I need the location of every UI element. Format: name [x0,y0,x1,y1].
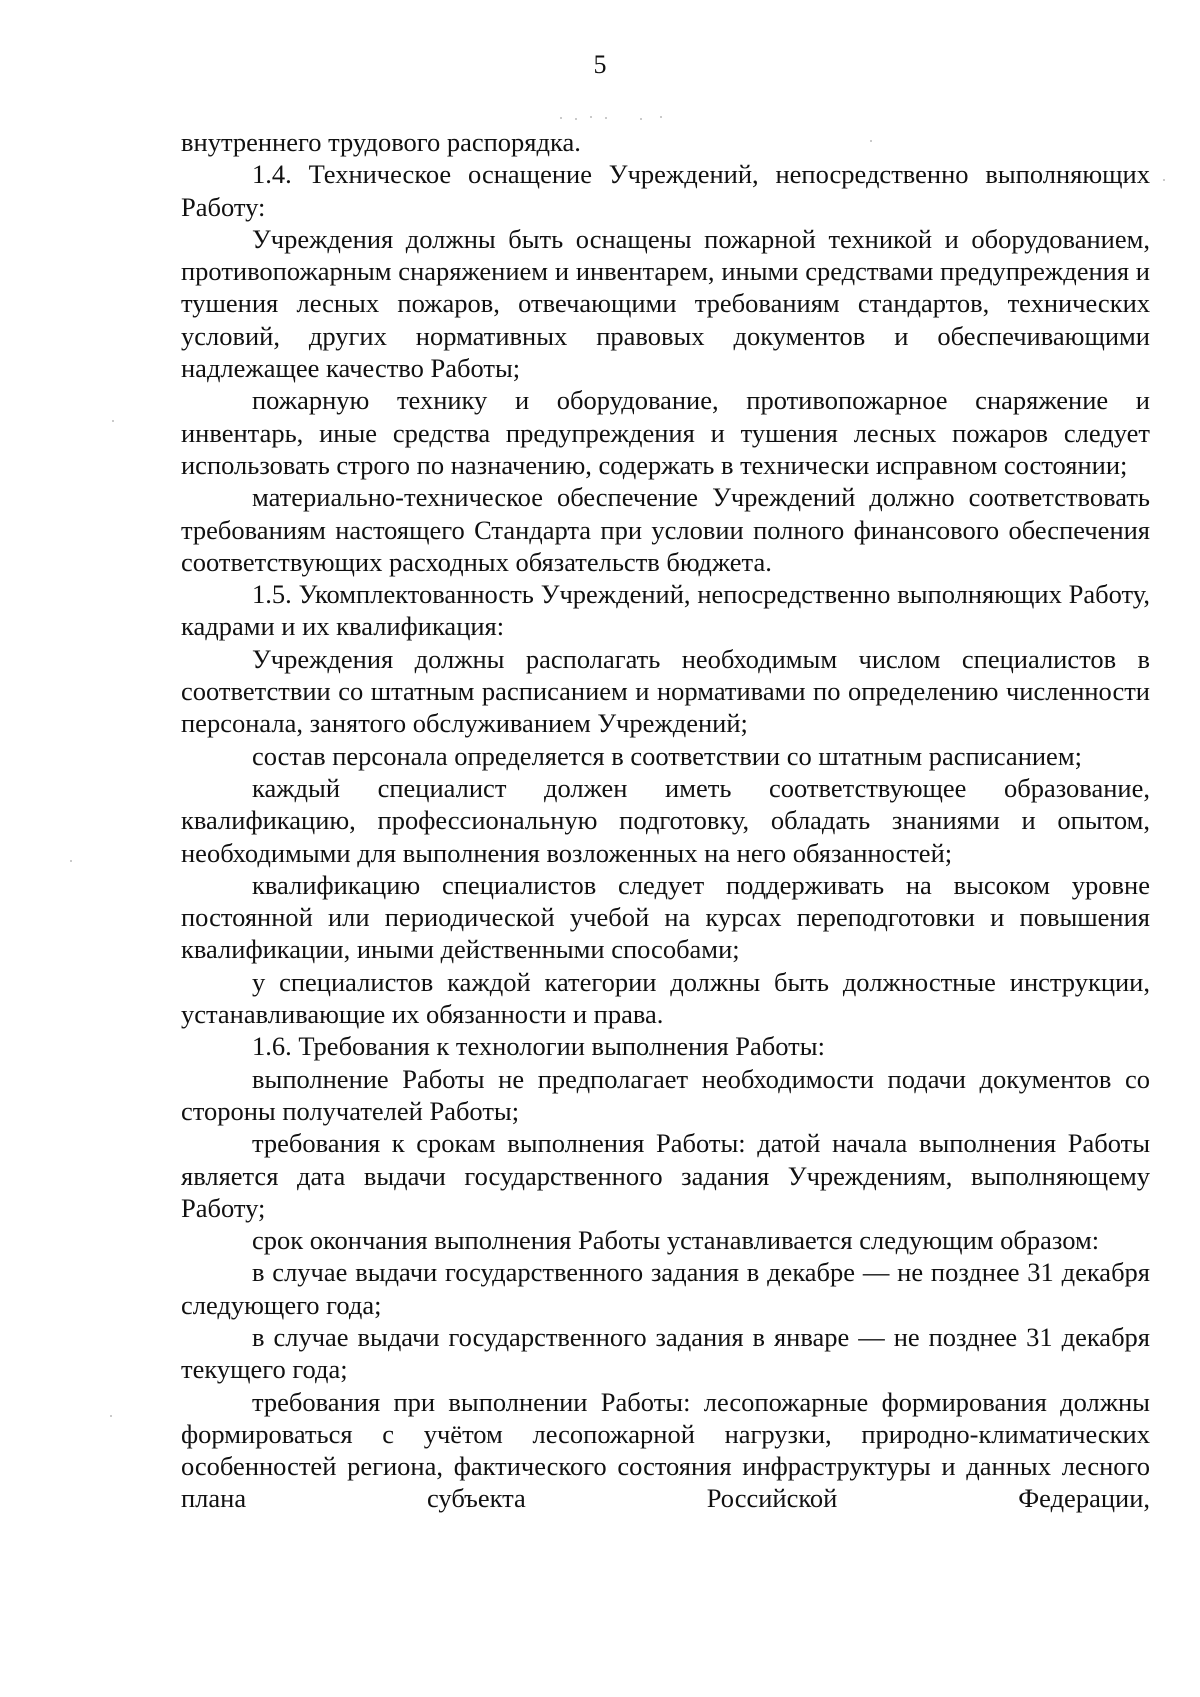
paragraph: Учреждения должны располагать необходимым числом специалистов в соответствии со штатным расписанием и нормативами по определению численности персонала, занятого обслуживанием Учреждений; [181,643,1150,739]
paragraph: состав персонала определяется в соответствии со штатным расписанием; [252,740,1082,771]
scan-speck [560,117,562,119]
paragraph: каждый специалист должен иметь соответствующее образование, квалификацию, профессиональную подготовку, обладать знаниями и опытом, необходимыми для выполнения возложенных на него обязанностей; [181,772,1150,868]
paragraph: требования при выполнении Работы: лесопожарные формирования должны формироваться с учётом лесопожарной нагрузки, природно-климатических особенностей региона, фактического состояния инфраструктуры и данных лесного плана субъекта Российской Федерации, [181,1386,1150,1514]
scan-speck [605,117,607,119]
paragraph: 1.4. Техническое оснащение Учреждений, непосредственно выполняющих Работу: [181,159,1150,222]
paragraph: материально-техническое обеспечение Учреждений должно соответствовать требованиям настоящего Стандарта при условии полного финансового обеспечения соответствующих расходных обязательств бюджета. [181,482,1150,577]
scan-speck [660,116,662,118]
paragraph: выполнение Работы не предполагает необходимости подачи документов со стороны получателей Работы; [181,1063,1150,1126]
paragraph: внутреннего трудового распорядка. [181,127,581,157]
paragraph: срок окончания выполнения Работы устанавливается следующим образом: [252,1225,1100,1256]
document-body [181,126,1150,1515]
paragraph: в случае выдачи государственного задания в декабре — не позднее 31 декабря следующего года; [181,1257,1150,1320]
page-number: 5 [593,50,607,79]
paragraph: требования к срокам выполнения Работы: датой начала выполнения Работы является дата выдачи государственного задания Учреждениям, выполняющему Работу; [181,1128,1150,1223]
paragraph: 1.6. Требования к технологии выполнения Работы: [252,1031,825,1062]
paragraph: в случае выдачи государственного задания в январе — не позднее 31 декабря текущего года; [181,1321,1150,1385]
scan-speck [1163,179,1165,181]
paragraph: Учреждения должны быть оснащены пожарной техникой и оборудованием, противопожарным снаряжением и инвентарем, иными средствами предупреждения и тушения лесных пожаров, отвечающими требованиям стандартов, технических условий, других нормативных правовых документов и обеспечивающими надлежащее качество Работы; [181,223,1150,384]
paragraph: у специалистов каждой категории должны быть должностные инструкции, устанавливающие их обязанности и права. [181,966,1150,1030]
scan-speck [640,118,642,120]
scan-speck [575,118,577,120]
scan-speck [590,116,592,118]
scan-speck [110,1415,112,1417]
scan-speck [70,860,72,862]
paragraph: 1.5. Укомплектованность Учреждений, непосредственно выполняющих Работу, кадрами и их квалификация: [181,579,1150,642]
scan-speck [870,140,872,142]
paragraph: пожарную технику и оборудование, противопожарное снаряжение и инвентарь, иные средства предупреждения и тушения лесных пожаров следует использовать строго по назначению, содержать в технически исправном состоянии; [181,385,1150,480]
paragraph: квалификацию специалистов следует поддерживать на высоком уровне постоянной или периодической учебой на курсах переподготовки и повышения квалификации, иными действенными способами; [181,869,1150,965]
scan-speck [112,420,114,422]
